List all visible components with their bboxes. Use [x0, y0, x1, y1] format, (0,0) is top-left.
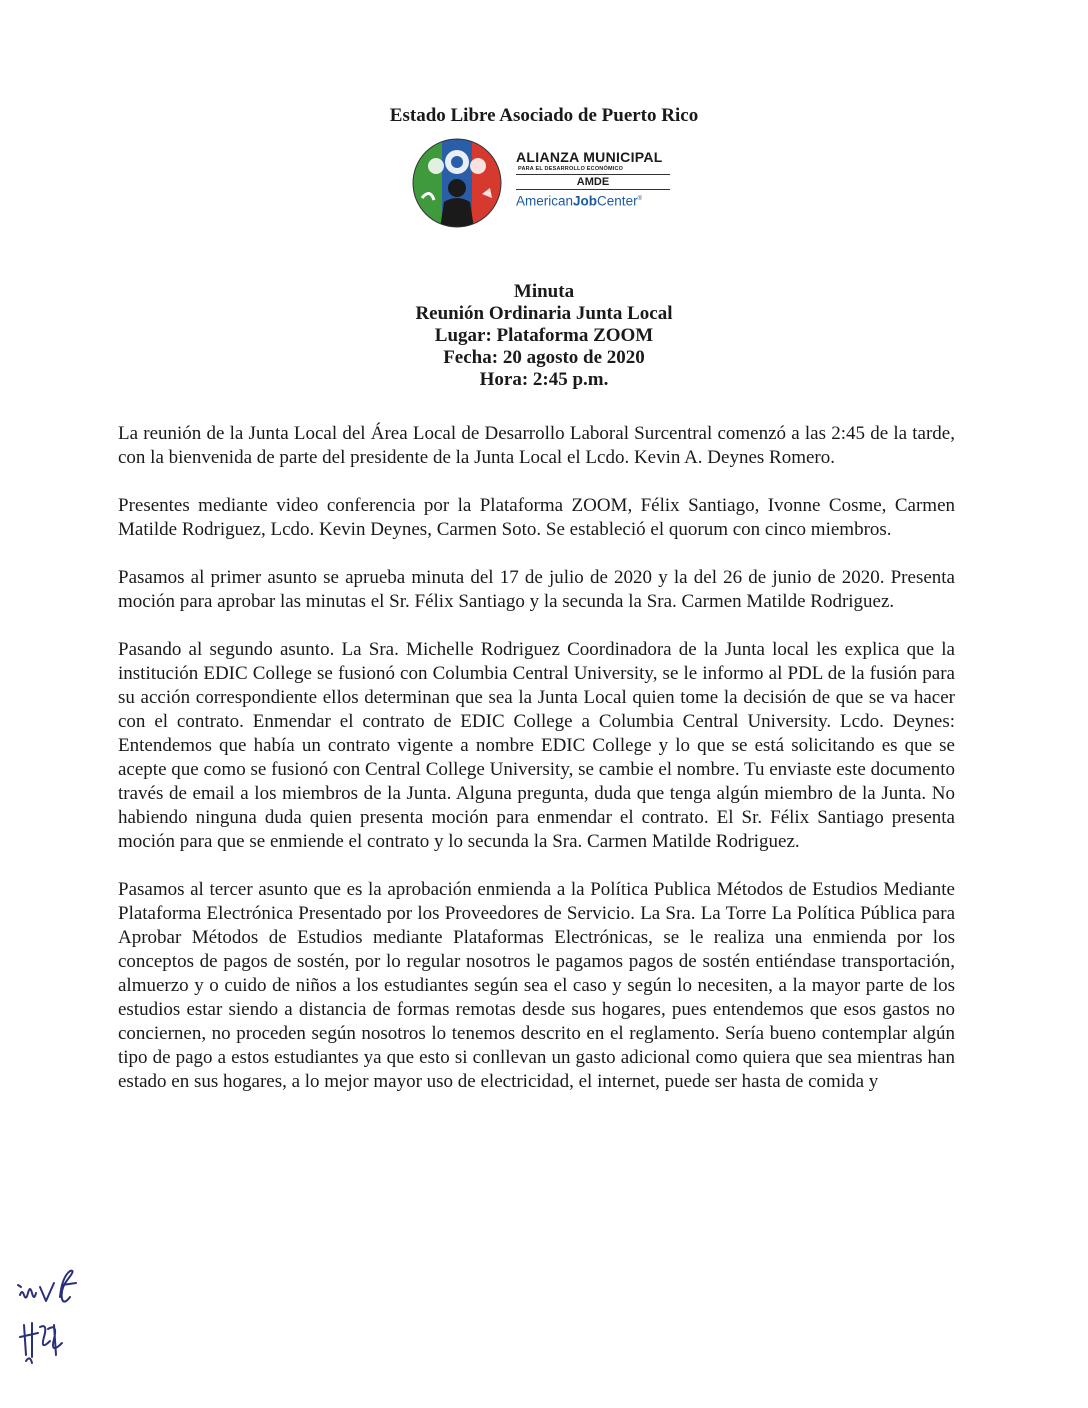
title-date: Fecha: 20 agosto de 2020 — [443, 347, 645, 368]
paragraph-third-item: Pasamos al tercer asunto que es la aprobación enmienda a la Política Publica Métodos de Estudios Mediante Plataforma Electrónica Presentado por los Proveedores de Servicio. La Sra. La Torre La Política Pública para Aprobar Métodos de Estudios mediante Plataformas Electrónicas, se le realiza una enmienda por los conceptos de pagos de sostén, por lo regular nosotros le pagamos pagos de sostén entiéndase transportación, almuerzo y o cuido de niños a los estudiantes según sea el caso y según lo necesiten, a la mayor parte de los estudios estar siendo a distancia de formas remotas desde sus hogares, pues entendemos que esos gastos no conciernen, no proceden según nosotros lo tenemos descrito en el reglamento. Sería bueno contemplar algún tipo de pago a estos estudiantes ya que esto si conllevan un gasto adicional como quiera que sea mientras han estado en sus hogares, a lo mejor mayor uso de electricidad, el internet, puede ser hasta de comida y — [118, 879, 955, 1092]
title-minuta: Minuta — [513, 281, 575, 302]
logo-amde-text: AMDE — [576, 176, 610, 188]
logo-desarrollo-text: PARA EL DESARROLLO ECONÓMICO — [518, 166, 624, 172]
title-place: Lugar: Plataforma ZOOM — [434, 325, 654, 346]
logo-wordmark — [516, 150, 686, 210]
amde-emblem-icon — [412, 138, 502, 228]
ajc-bold: Job — [573, 193, 598, 209]
paragraph-second-item: Pasando al segundo asunto. La Sra. Michelle Rodriguez Coordinadora de la Junta local les explica que la institución EDIC College se fusionó con Columbia Central University, se le informo al PDL de la fusión para su acción correspondiente ellos determinan que sea la Junta Local quien tome la decisión de que se va hacer con el contrato. Enmendar el contrato de EDIC College a Columbia Central University. Lcdo. Deynes: Entendemos que había un contrato vigente a nombre EDIC College y lo que se está solicitando es que se acepte que como se fusionó con Central College University, se cambie el nombre. Tu enviaste este documento través de email a los miembros de la Junta. Alguna pregunta, duda que tenga algún miembro de la Junta. No habiendo ninguna duda quien presenta moción para enmendar el contrato. El Sr. Félix Santiago presenta moción para que se enmiende el contrato y lo secunda la Sra. Carmen Matilde Rodriguez. — [118, 639, 955, 852]
ajc-registered-mark: ® — [637, 196, 642, 202]
minutes-body — [118, 422, 955, 1118]
title-time: Hora: 2:45 p.m. — [479, 369, 609, 390]
paragraph-attendance: Presentes mediante video conferencia por la Plataforma ZOOM, Félix Santiago, Ivonne Cosme, Carmen Matilde Rodriguez, Lcdo. Kevin Deynes, Carmen Soto. Se estableció el quorum con cinco miembros. — [118, 495, 955, 540]
handwritten-initials-icon — [14, 1265, 94, 1385]
logo-alianza-text: ALIANZA MUNICIPAL — [516, 149, 663, 165]
amde-logo — [412, 138, 682, 228]
minutes-title-block — [0, 281, 1088, 391]
paragraph-first-item: Pasamos al primer asunto se aprueba minuta del 17 de julio de 2020 y la del 26 de junio de 2020. Presenta moción para aprobar las minutas el Sr. Félix Santiago y la secunda la Sra. Carmen Matilde Rodriguez. — [118, 567, 955, 612]
logo-divider — [516, 174, 670, 175]
logo-divider — [516, 189, 670, 190]
ajc-prefix: American — [516, 193, 574, 209]
paragraph-opening: La reunión de la Junta Local del Área Local de Desarrollo Laboral Surcentral comenzó a las 2:45 de la tarde, con la bienvenida de parte del presidente de la Junta Local el Lcdo. Kevin A. Deynes Romero. — [118, 423, 955, 468]
state-heading: Estado Libre Asociado de Puerto Rico — [389, 105, 699, 126]
ajc-suffix: Center — [597, 193, 638, 209]
american-job-center-logo — [516, 191, 676, 210]
title-meeting: Reunión Ordinaria Junta Local — [415, 303, 673, 324]
